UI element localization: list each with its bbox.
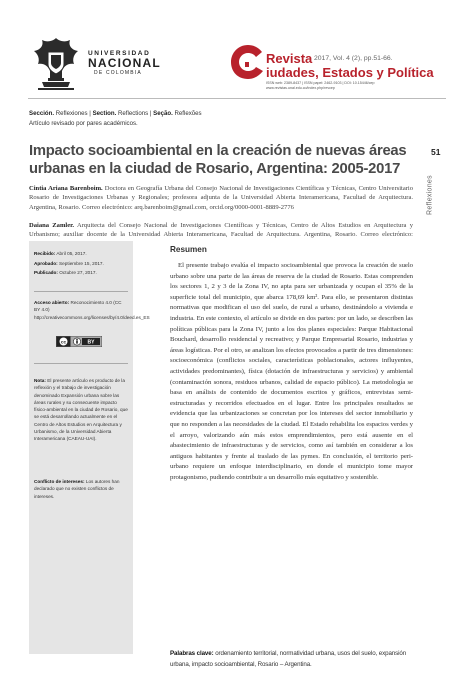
keywords xyxy=(170,649,415,670)
university-crest-icon xyxy=(28,34,84,92)
abstract-text: El presente trabajo evalúa el impacto socioambiental que provoca la creación de suelo urbano sobre una parte de las áreas de reserva de la ciudad de Rosario. Estas comprenden los sectores 1, 2 y 3 de la Zona IV, no apta para ser urbanizada y ocupan el 35% de la superficie total del municipio, que abarca 178,69 km². Para ello, se presentaron distintas normativas que modifican el uso del suelo, de rural a urbano, destinándolo a vivienda e industria. En este contexto, el artículo se divide en dos partes: por un lado, se describen las políticas públicas para la Zona IV, junto a los dos planes especiales: Parque Habitacional Bouchard, desarrollo residencial y recreativo; y Parque Empresarial Rosario, industrias y áreas logísticas. Por el otro, se analizan los efectos provocados a partir de tres dimensiones: socioeconómica (conflictos sociales, características poblacionales, actores influyentes, actividades predominantes), física (dotación de infraestructuras y servicios) y ambiental (contaminación sonora, residuos urbanos, calidad de espacio público). La metodología se basa en análisis de contenido de documentos escritos y gráficos, entrevistas semi-estructuradas y recorridos efectuados en el lugar. Entre los principales resultados se evidencia que las urbanizaciones se concretan por los intereses del sector inmobiliario y que no responden a las necesidades de la ciudad. El Estado rehabilita los espacios verdes y el arroyo, valorizando aún más estos emprendimientos, pero está ausente en el abastecimiento de infraestructuras y de servicios, como así también en considerar a los antiguos habitantes y frente al traslado de las pymes. En conclusión, el territorio peri-urbano requiere un enfoque interdisciplinario, en donde el municipio tome mayor protagonismo, pudiendo contribuir a un desarrollo más equitativo y sostenible. xyxy=(170,262,413,481)
author-name: Cintia Ariana Barenboim. xyxy=(29,185,103,192)
university-line1: UNIVERSIDAD xyxy=(88,50,151,57)
author-name: Daiana Zamler. xyxy=(29,222,75,229)
journal-title-line2: iudades, Estados y Política xyxy=(266,64,434,80)
note-label: Nota: xyxy=(34,378,46,383)
published-label: Publicado: xyxy=(34,270,58,275)
author-bio-text: Doctora en Geografía Urbana del Consejo Nacional de Investigaciones Científicas y Técnicas, Centro Universitario Rosario de Investigaciones Urbanas y Regionales; profesora adjunta de la Universidad Abierta Interamericana, Facultad de Arquitectura. Argentina, Rosario. Correo electrónico: arq.barenboim@gmail.com, orcid.org/0000-0001-8889-2776 xyxy=(29,185,414,211)
university-line2: NACIONAL xyxy=(88,56,161,70)
conflict-label: Conflicto de intereses: xyxy=(34,479,85,484)
peer-review-note: Artículo revisado por pares académicos. xyxy=(29,120,138,127)
article-title: Impacto socioambiental en la creación de nuevas áreas urbanas en la ciudad de Rosario, Argentina: 2005-2017 xyxy=(29,143,407,177)
approved-date: Septiembre 15, 2017. xyxy=(59,260,104,266)
received-date: Abril 05, 2017. xyxy=(56,251,87,256)
cc-by-icon xyxy=(56,336,102,347)
article-note xyxy=(34,377,129,443)
university-logo xyxy=(28,34,161,94)
author-bio-text: Arquitecta del Consejo Nacional de Investigaciones Científicas y Técnicas, Centro de Altos Estudios en Arquitectura y Urbanismo; auxiliar docente de la Universidad Abierta Interamericana, Facultad de Arquitectura. Argentina, Rosario. Correo electrónico: xyxy=(29,222,413,239)
section-value-es: Reflexiones xyxy=(55,110,88,117)
approved-label: Aprobado: xyxy=(34,260,58,266)
journal-c-logo-icon xyxy=(228,43,268,81)
keywords-label: Palabras clave: xyxy=(170,650,214,657)
published-date: Octubre 27, 2017. xyxy=(59,270,97,275)
journal-website-link[interactable]: www.revistas.unal.edu.co/index.php/revcep xyxy=(266,86,335,90)
svg-text:BY: BY xyxy=(87,339,95,346)
header-divider xyxy=(28,98,446,99)
note-text: El presente artículo es producto de la reflexión y el trabajo de investigación denominado Expansión urbana sobre las áreas rurales y su consecuente impacto físico-ambiental en la ciudad de Rosario, que se está desarrollando actualmente en el Centro de Altos Estudios en Arquitectura y Urbanismo, de la Universidad Abierta Interamericana (CAEAU-UAI). xyxy=(34,378,128,442)
section-label-es: Sección. xyxy=(29,110,55,117)
journal-title-line1: Revista xyxy=(266,51,313,66)
side-section-text: Reflexiones xyxy=(426,175,434,215)
abstract-heading: Resumen xyxy=(170,245,207,254)
conflict-text: Los autores han declarado que no existen conflictos de intereses. xyxy=(34,479,120,499)
journal-volume: 2017, Vol. 4 (2), pp.51-66. xyxy=(314,55,393,62)
author-bio xyxy=(29,184,413,212)
svg-text:cc: cc xyxy=(60,340,67,346)
university-line3: DE COLOMBIA xyxy=(94,70,142,76)
journal-header xyxy=(226,44,446,94)
journal-issn: ISSN web: 2389-8437 | ISSN papel: 2462-9103 | DOI: 10.15446/cep xyxy=(266,81,375,85)
sidebar-divider xyxy=(34,291,128,292)
open-access-text[interactable]: Reconocimiento 4.0 (CC BY 4.0) http://creativecommons.org/licenses/by/4.0/deed.es_ES xyxy=(34,300,150,320)
section-label-pt: Seção. xyxy=(153,110,173,117)
side-section-label xyxy=(424,170,436,220)
sidebar-divider xyxy=(34,363,128,364)
page-number: 51 xyxy=(431,147,441,157)
article-info-sidebar xyxy=(29,241,150,654)
university-name xyxy=(88,50,161,76)
article-dates xyxy=(34,249,129,278)
section-value-pt: Reflexões xyxy=(174,110,202,117)
open-access-info xyxy=(34,299,150,321)
received-label: Recibido: xyxy=(34,251,56,256)
section-label-en: Section. xyxy=(92,110,117,117)
section-line: Sección. Reflexiones | Section. Reflections | Seção. Reflexões xyxy=(29,110,202,117)
keywords-text: ordenamiento territorial, normatividad urbana, usos del suelo, expansión urbana, impacto socioambiental, Rosario – Argentina. xyxy=(170,650,407,668)
section-value-en: Reflections xyxy=(118,110,149,117)
open-access-label: Acceso abierto: xyxy=(34,300,70,305)
conflict-of-interest xyxy=(34,478,129,500)
